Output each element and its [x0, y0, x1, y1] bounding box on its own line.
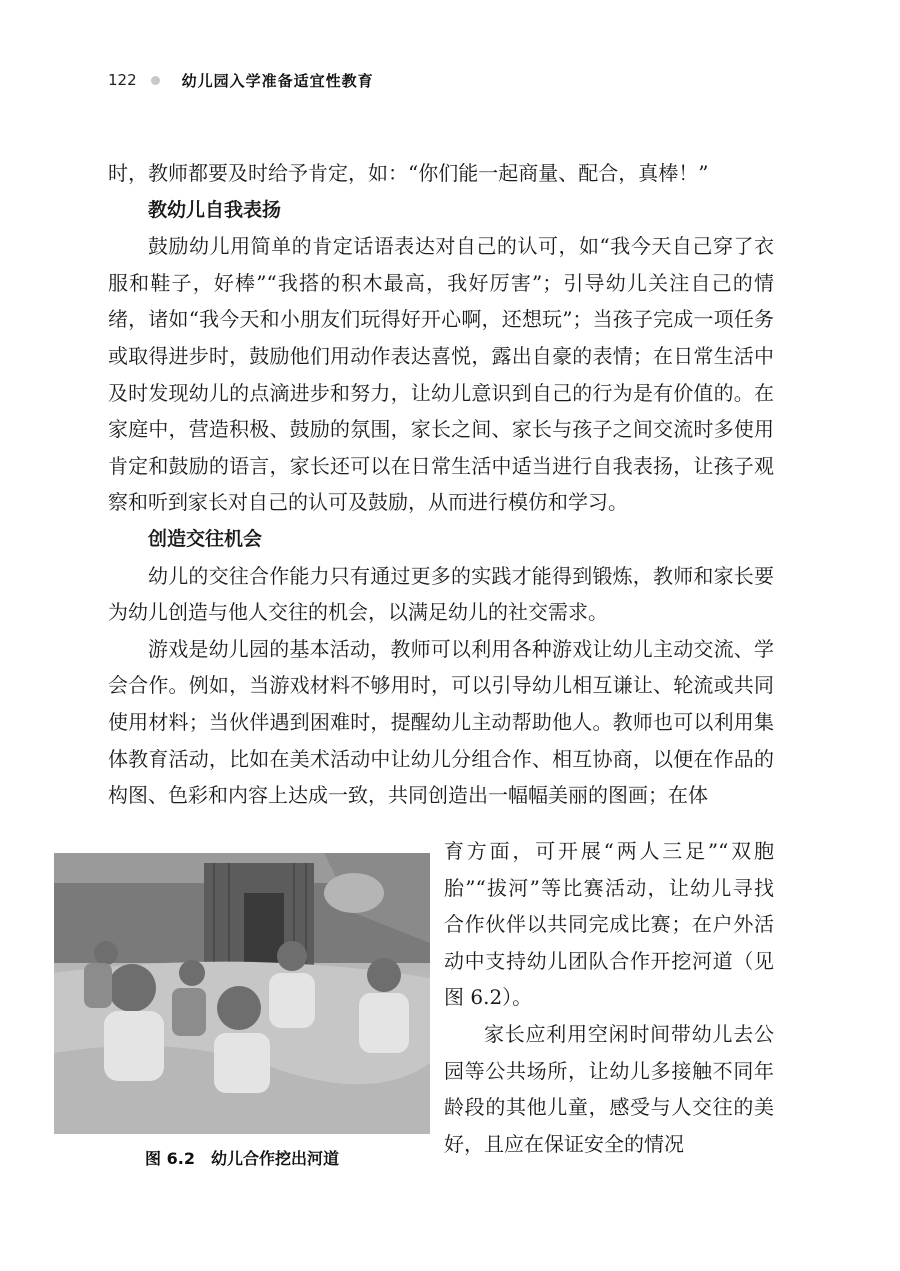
paragraph-parents: 家长应利用空闲时间带幼儿去公园等公共场所，让幼儿多接触不同年龄段的其他儿童，感受与人交往的美好，且应在保证安全的情况 — [444, 1021, 774, 1156]
header-dot-icon — [151, 76, 160, 85]
figure-caption: 图 6.2 幼儿合作挖出河道 — [145, 1149, 339, 1168]
paragraph-games-continued: 育方面，可开展“两人三足”“双胞胎”“拔河”等比赛活动，让幼儿寻找合作伙伴以共同完成比赛；在户外活动中支持幼儿团队合作开挖河道（见图 6.2）。 — [444, 839, 774, 1010]
paragraph-games: 游戏是幼儿园的基本活动，教师可以利用各种游戏让幼儿主动交流、学会合作。例如，当游戏材料不够用时，可以引导幼儿相互谦让、轮流或共同使用材料；当伙伴遇到困难时，提醒幼儿主动帮助他人。教师也可以利用集体教育活动，比如在美术活动中让幼儿分组合作、相互协商，以便在作品的构图、色彩和内容上达成一致，共同创造出一幅幅美丽的图画；在体 — [108, 636, 774, 808]
sandpit-children-photo — [54, 853, 430, 1134]
section-heading-self-praise: 教幼儿自我表扬 — [148, 198, 282, 221]
running-title: 幼儿园入学准备适宜性教育 — [181, 71, 374, 90]
running-header — [108, 66, 374, 94]
paragraph-continued: 时，教师都要及时给予肯定，如：“你们能一起商量、配合，真棒！” — [108, 161, 709, 185]
figure-photo — [54, 853, 430, 1134]
body-text — [108, 155, 774, 814]
paragraph-social-practice: 幼儿的交往合作能力只有通过更多的实践才能得到锻炼，教师和家长要为幼儿创造与他人交往的机会，以满足幼儿的社交需求。 — [108, 563, 774, 625]
page-number: 122 — [108, 71, 137, 89]
section-heading-social-opportunities: 创造交往机会 — [148, 527, 263, 550]
paragraph-self-praise: 鼓励幼儿用简单的肯定话语表达对自己的认可，如“我今天自己穿了衣服和鞋子，好棒”“我搭的积木最高，我好厉害”；引导幼儿关注自己的情绪，诸如“我今天和小朋友们玩得好开心啊，还想玩”；当孩子完成一项任务或取得进步时，鼓励他们用动作表达喜悦，露出自豪的表情；在日常生活中及时发现幼儿的点滴进步和努力，让幼儿意识到自己的行为是有价值的。在家庭中，营造积极、鼓励的氛围，家长之间、家长与孩子之间交流时多使用肯定和鼓励的语言，家长还可以在日常生活中适当进行自我表扬，让孩子观察和听到家长对自己的认可及鼓励，从而进行模仿和学习。 — [108, 234, 774, 515]
wrapped-text-column — [444, 833, 774, 1162]
